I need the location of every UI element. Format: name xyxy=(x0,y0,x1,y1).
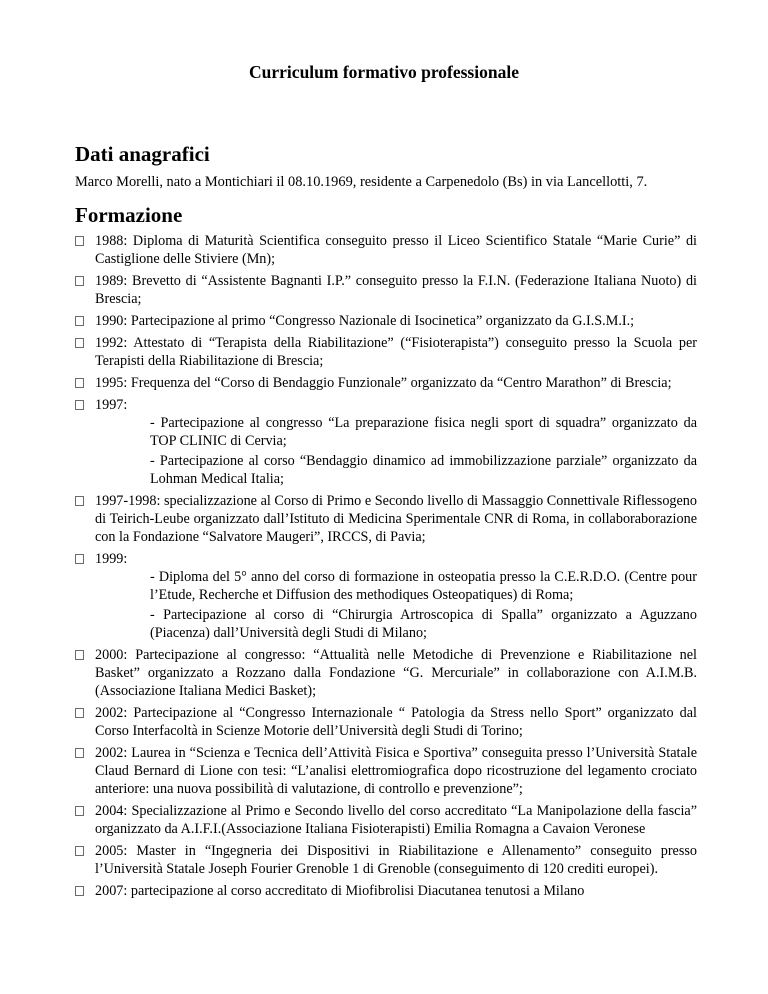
list-item-text: 1999: xyxy=(95,551,128,567)
list-item xyxy=(75,842,697,878)
list-item-text: 1995: Frequenza del “Corso di Bendaggio Funzionale” organizzato da “Centro Marathon” di Brescia; xyxy=(95,375,672,391)
list-item xyxy=(75,312,697,330)
checkbox-bullet-icon xyxy=(75,748,84,758)
sub-item-text: - Partecipazione al corso di “Chirurgia Artroscopica di Spalla” organizzato a Aguzzano (Piacenza) dall’Università degli Studi di Milano; xyxy=(150,607,697,641)
checkbox-bullet-icon xyxy=(75,846,84,856)
section-heading-dati-anagrafici: Dati anagrafici xyxy=(75,142,210,166)
section-heading-formazione: Formazione xyxy=(75,203,183,227)
list-item xyxy=(75,744,697,798)
checkbox-bullet-icon xyxy=(75,496,84,506)
list-item-text: 2000: Partecipazione al congresso: “Attualità nelle Metodiche di Prevenzione e Riabilitazione nel Basket” organizzato a Rozzano dalla Fondazione “G. Mercuriale” in collaborazione con A.I.M.B. (Associazione Italiana Medici Basket); xyxy=(95,647,697,699)
checkbox-bullet-icon xyxy=(75,886,84,896)
list-item xyxy=(75,646,697,700)
list-item-text: 1997: xyxy=(95,397,128,413)
list-item xyxy=(75,882,697,900)
list-item xyxy=(75,272,697,308)
list-item xyxy=(75,550,697,642)
list-item-text: 1990: Partecipazione al primo “Congresso Nazionale di Isocinetica” organizzato da G.I.S.M.I.; xyxy=(95,313,635,329)
list-item-text: 2004: Specializzazione al Primo e Secondo livello del corso accreditato “La Manipolazione della fascia” organizzato da A.I.F.I.(Associazione Italiana Fisioterapisti) Emilia Romagna a Cavaion Veronese xyxy=(95,803,697,837)
list-item-text: 2002: Laurea in “Scienza e Tecnica dell’Attività Fisica e Sportiva” conseguita presso l’Università Statale Claud Bernard di Lione con tesi: “L’analisi elettromiografica dopo ricostruzione del legamento crociato anteriore: una nuova possibilità di valutazione, di controllo e prevenzione”; xyxy=(95,745,697,797)
list-item xyxy=(75,492,697,546)
checkbox-bullet-icon xyxy=(75,400,84,410)
checkbox-bullet-icon xyxy=(75,316,84,326)
checkbox-bullet-icon xyxy=(75,378,84,388)
list-item-text: 1992: Attestato di “Terapista della Riabilitazione” (“Fisioterapista”) conseguito presso la Scuola per Terapisti della Riabilitazione di Brescia; xyxy=(95,335,697,369)
list-item-text: 1997-1998: specializzazione al Corso di Primo e Secondo livello di Massaggio Connettivale Riflessogeno di Teirich-Leube organizzato dall’Istituto di Medicina Sperimentale CNR di Roma, in collaboraborazione con la Fondazione “Salvatore Maugeri”, IRCCS, di Pavia; xyxy=(95,493,697,545)
checkbox-bullet-icon xyxy=(75,236,84,246)
list-item-text: 1988: Diploma di Maturità Scientifica conseguito presso il Liceo Scientifico Statale “Marie Curie” di Castiglione delle Stiviere (Mn); xyxy=(95,233,697,267)
sub-item-text: - Diploma del 5° anno del corso di formazione in osteopatia presso la C.E.R.D.O. (Centre pour l’Etude, Recherche et Diffusion des methodiques Osteopatiques) di Roma; xyxy=(150,569,697,603)
formazione-list xyxy=(75,232,697,904)
dati-anagrafici-text: Marco Morelli, nato a Montichiari il 08.10.1969, residente a Carpenedolo (Bs) in via Lancellotti, 7. xyxy=(75,174,648,190)
list-item-text: 2002: Partecipazione al “Congresso Internazionale “ Patologia da Stress nello Sport” organizzato dal Corso Interfacoltà in Scienze Motorie dell’Università degli Studi di Torino; xyxy=(95,705,697,739)
list-item xyxy=(75,802,697,838)
list-item xyxy=(75,704,697,740)
list-item xyxy=(75,396,697,488)
list-item-text: 2005: Master in “Ingegneria dei Dispositivi in Riabilitazione e Allenamento” conseguito presso l’Università Statale Joseph Fourier Grenoble 1 di Grenoble (conseguimento di 120 crediti europei). xyxy=(95,843,697,877)
list-item-text: 1989: Brevetto di “Assistente Bagnanti I.P.” conseguito presso la F.I.N. (Federazione Italiana Nuoto) di Brescia; xyxy=(95,273,697,307)
checkbox-bullet-icon xyxy=(75,338,84,348)
document-title: Curriculum formativo professionale xyxy=(249,62,519,82)
list-item xyxy=(75,232,697,268)
checkbox-bullet-icon xyxy=(75,806,84,816)
list-item xyxy=(75,334,697,370)
list-item-text: 2007: partecipazione al corso accreditato di Miofibrolisi Diacutanea tenutosi a Milano xyxy=(95,883,585,899)
list-item xyxy=(75,374,697,392)
checkbox-bullet-icon xyxy=(75,650,84,660)
checkbox-bullet-icon xyxy=(75,276,84,286)
sub-item-text: - Partecipazione al congresso “La preparazione fisica negli sport di squadra” organizzato da TOP CLINIC di Cervia; xyxy=(150,415,697,449)
checkbox-bullet-icon xyxy=(75,708,84,718)
sub-item-text: - Partecipazione al corso “Bendaggio dinamico ad immobilizzazione parziale” organizzato da Lohman Medical Italia; xyxy=(150,453,697,487)
checkbox-bullet-icon xyxy=(75,554,84,564)
